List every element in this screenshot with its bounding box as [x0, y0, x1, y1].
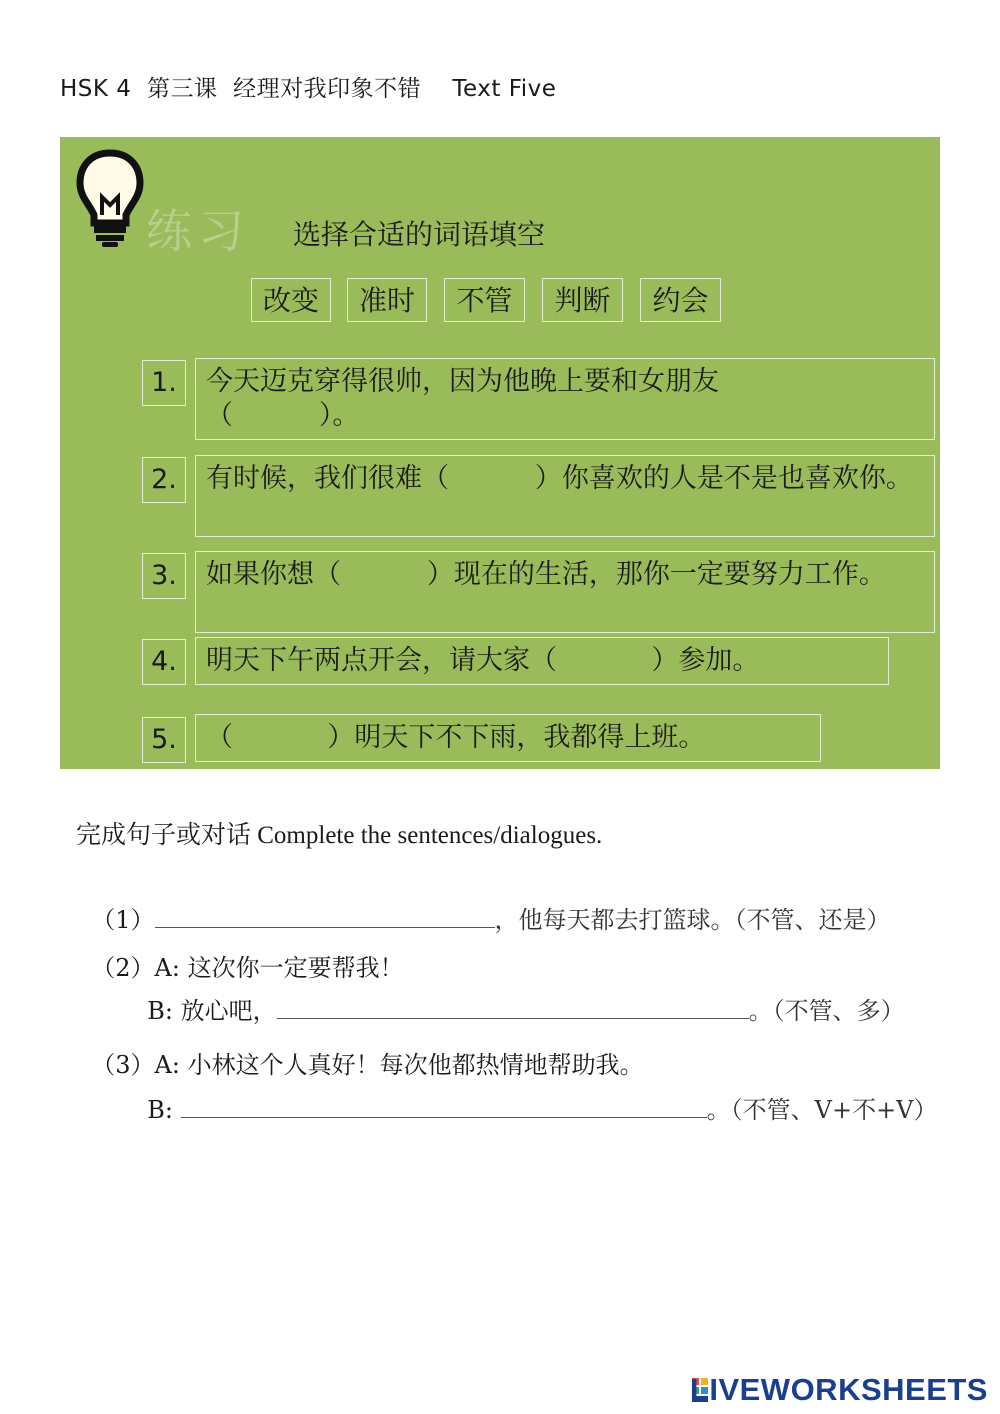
item-3b: [132, 1062, 938, 1125]
dialogue-text: 小林这个人真好！每次他都热情地帮助我。: [187, 1051, 644, 1079]
word-option[interactable]: 准时: [347, 278, 427, 322]
question-number: 5.: [142, 717, 186, 763]
word-option[interactable]: 约会: [640, 278, 721, 322]
section-2-title: 完成句子或对话 Complete the sentences/dialogues.: [76, 822, 603, 849]
question-number: 2.: [142, 457, 186, 503]
exercise-title-art: 练习: [146, 204, 250, 258]
question-1[interactable]: 今天迈克穿得很帅，因为他晚上要和女朋友 （ ）。: [195, 358, 935, 440]
question-number: 3.: [142, 553, 186, 599]
dialogue-text: 这次你一定要帮我！: [187, 954, 404, 982]
item-label: B:: [147, 1096, 181, 1124]
word-option[interactable]: 判断: [542, 278, 623, 322]
item-label: B:: [147, 997, 181, 1025]
item-label: （1）: [91, 906, 155, 934]
question-number: 1.: [142, 360, 186, 406]
question-5[interactable]: （ ）明天下不下雨，我都得上班。: [195, 714, 821, 762]
item-hint: ，他每天都去打篮球。（不管、还是）: [494, 906, 891, 934]
answer-blank[interactable]: [277, 996, 749, 1019]
question-4[interactable]: 明天下午两点开会，请大家（ ）参加。: [195, 637, 889, 685]
item-label: （3）A:: [91, 1051, 188, 1079]
item-label: （2）A:: [91, 954, 188, 982]
word-option[interactable]: 不管: [444, 278, 525, 322]
item-hint: 。（不管、多）: [748, 997, 905, 1025]
page-header: HSK 4 第三课 经理对我印象不错 Text Five: [60, 76, 557, 102]
question-3[interactable]: 如果你想（ ）现在的生活，那你一定要努力工作。: [195, 551, 935, 633]
question-2[interactable]: 有时候，我们很难（ ）你喜欢的人是不是也喜欢你。: [195, 455, 935, 537]
exercise-panel: [60, 137, 940, 769]
dialogue-text: 放心吧，: [180, 997, 277, 1025]
brand-wordmark: LIVEWORKSHEETS: [689, 1372, 988, 1407]
instruction-text: 选择合适的词语填空: [293, 218, 546, 251]
item-hint: 。（不管、V+不+V）: [706, 1096, 938, 1124]
answer-blank[interactable]: [181, 1095, 707, 1118]
word-option[interactable]: 改变: [251, 278, 331, 322]
lightbulb-icon: [74, 149, 146, 249]
question-number: 4.: [142, 639, 186, 685]
